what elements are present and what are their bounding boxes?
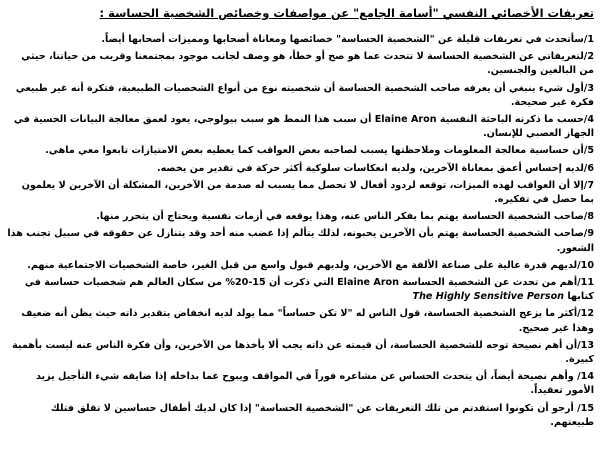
list-item [6,227,594,255]
list-item [6,370,594,398]
document-title: تعريفات الأخصائي النفسي "أسامة الجامع" عن مواصفات وخصائص الشخصية الحساسة : [99,6,594,20]
item-text: 3/أول شيء ينبغي أن يعرفه صاحب الشخصية الحساسة أن شخصيته نوع من أنواع الشخصيات الطبيعية، فتكرة أنه غير طبيعي فكرة غير صحيحة. [15,82,594,108]
item-text: 9/صاحب الشخصية الحساسة يهتم بأن الآخرين يحبونه، لذلك يتألم إذا غضب منه أحد وقد يتنازل عن حقوقه في سبيل تجنب هذا الشعور. [7,228,594,254]
list-item [6,259,594,273]
item-text: 10/لديهم قدرة عالية على صناعة الألفة مع الآخرين، ولديهم قبول واسع من قبل الغير، خاصة الشخصيات الاجتماعية منهم. [27,259,594,271]
list-item [6,339,594,367]
item-text: 11/أهم من تحدث عن الشخصية الحساسة Elaine Aron التي ذكرت أن 15-20% من سكان العالم هم شخصيات حساسة في كتابها [24,277,594,303]
list-item [6,276,594,304]
item-text: 1/سأتحدث في تعريفات قليلة عن "الشخصية الحساسة" خصائصها ومعاناة أصحابها ومميزات أصحابها أيضاً. [101,34,594,45]
list-item [6,307,594,335]
item-text: 8/صاحب الشخصية الحساسة يهتم بما يفكر الناس عنه، وهذا يوقعه في أزمات نفسية ويحتاج أن يتحرر منها. [96,211,594,223]
item-text: 5/أن حساسية معالجة المعلومات وملاحظتها يسبب لصاحبه بعض العواقب كما يعطيه بعض الامتيازات تابعوا معي ماهي. [45,145,594,157]
item-text: 2/لتعريفاتي عن الشخصية الحساسة لا تتحدث عما هو صح أو خطأ، هو وصف لجانب موجود بمجتمعنا وقريب من حياتنا، حيثي من البالغين والجنسين. [21,51,594,77]
item-text: 4/حسب ما ذكرته الباحثة النفسية Elaine Aron أن سبب هذا النمط هو سبب بيولوجي، يعود لعمق معالجة البيانات الحسية في الجهاز العصبي للإنسان. [13,114,594,140]
list-item [6,33,594,47]
item-text: 14/ وأهم نصيحة أيضاً، أن يتحدث الحساس عن مشاعره فوراً في المواقف ويبوح عما بداخله إذا ضايقه شيء التأجيل يزيد الأمور تعقيداً. [36,371,594,397]
book-title: The Highly Sensitive Person [412,291,565,303]
item-text: 6/لديه إحساس أعمق بمعاناة الآخرين، ولديه انعكاسات سلوكية أكثر حركة في تقدير من يخصه. [156,162,594,174]
list-item [6,82,594,110]
list-item [6,144,594,158]
item-text: 13/أن أهم نصيحة توجه للشخصية الحساسة، أن قيمته عن ذاته يجب ألا يأخذها من الآخرين، وأن فكرة الناس عنه ليست بأهمية كبيرة. [12,339,594,366]
item-text: 15/ أرجو أن تكونوا استفدتم من تلك التعريفات عن "الشخصية الحساسة" إذا كان لديك أطفال حساسين لا تقلق فتلك طبيعتهم. [50,402,594,428]
list-item [6,113,594,141]
list-item [6,402,594,430]
list-item [6,50,594,78]
list-item [6,179,594,207]
item-text: 7/إلا أن العواقب لهذه الميزات، توقعه لردود أفعال لا تحصل مما يسبب له صدمة من الآخرين، المشكلة أن الآخرين لا يعلمون بما حصل في تفكيره. [21,179,594,206]
list-item [6,162,594,176]
item-text: 12/أكثر ما يزعج الشخصية الحساسة، قول الناس له "لا تكن حساساً" مما يولد لديه انخفاض بتقدير ذاته حيث يظن أنه ضعيف وهذا غير صحيح. [21,308,594,334]
list-item [6,210,594,224]
item-list [6,33,594,430]
